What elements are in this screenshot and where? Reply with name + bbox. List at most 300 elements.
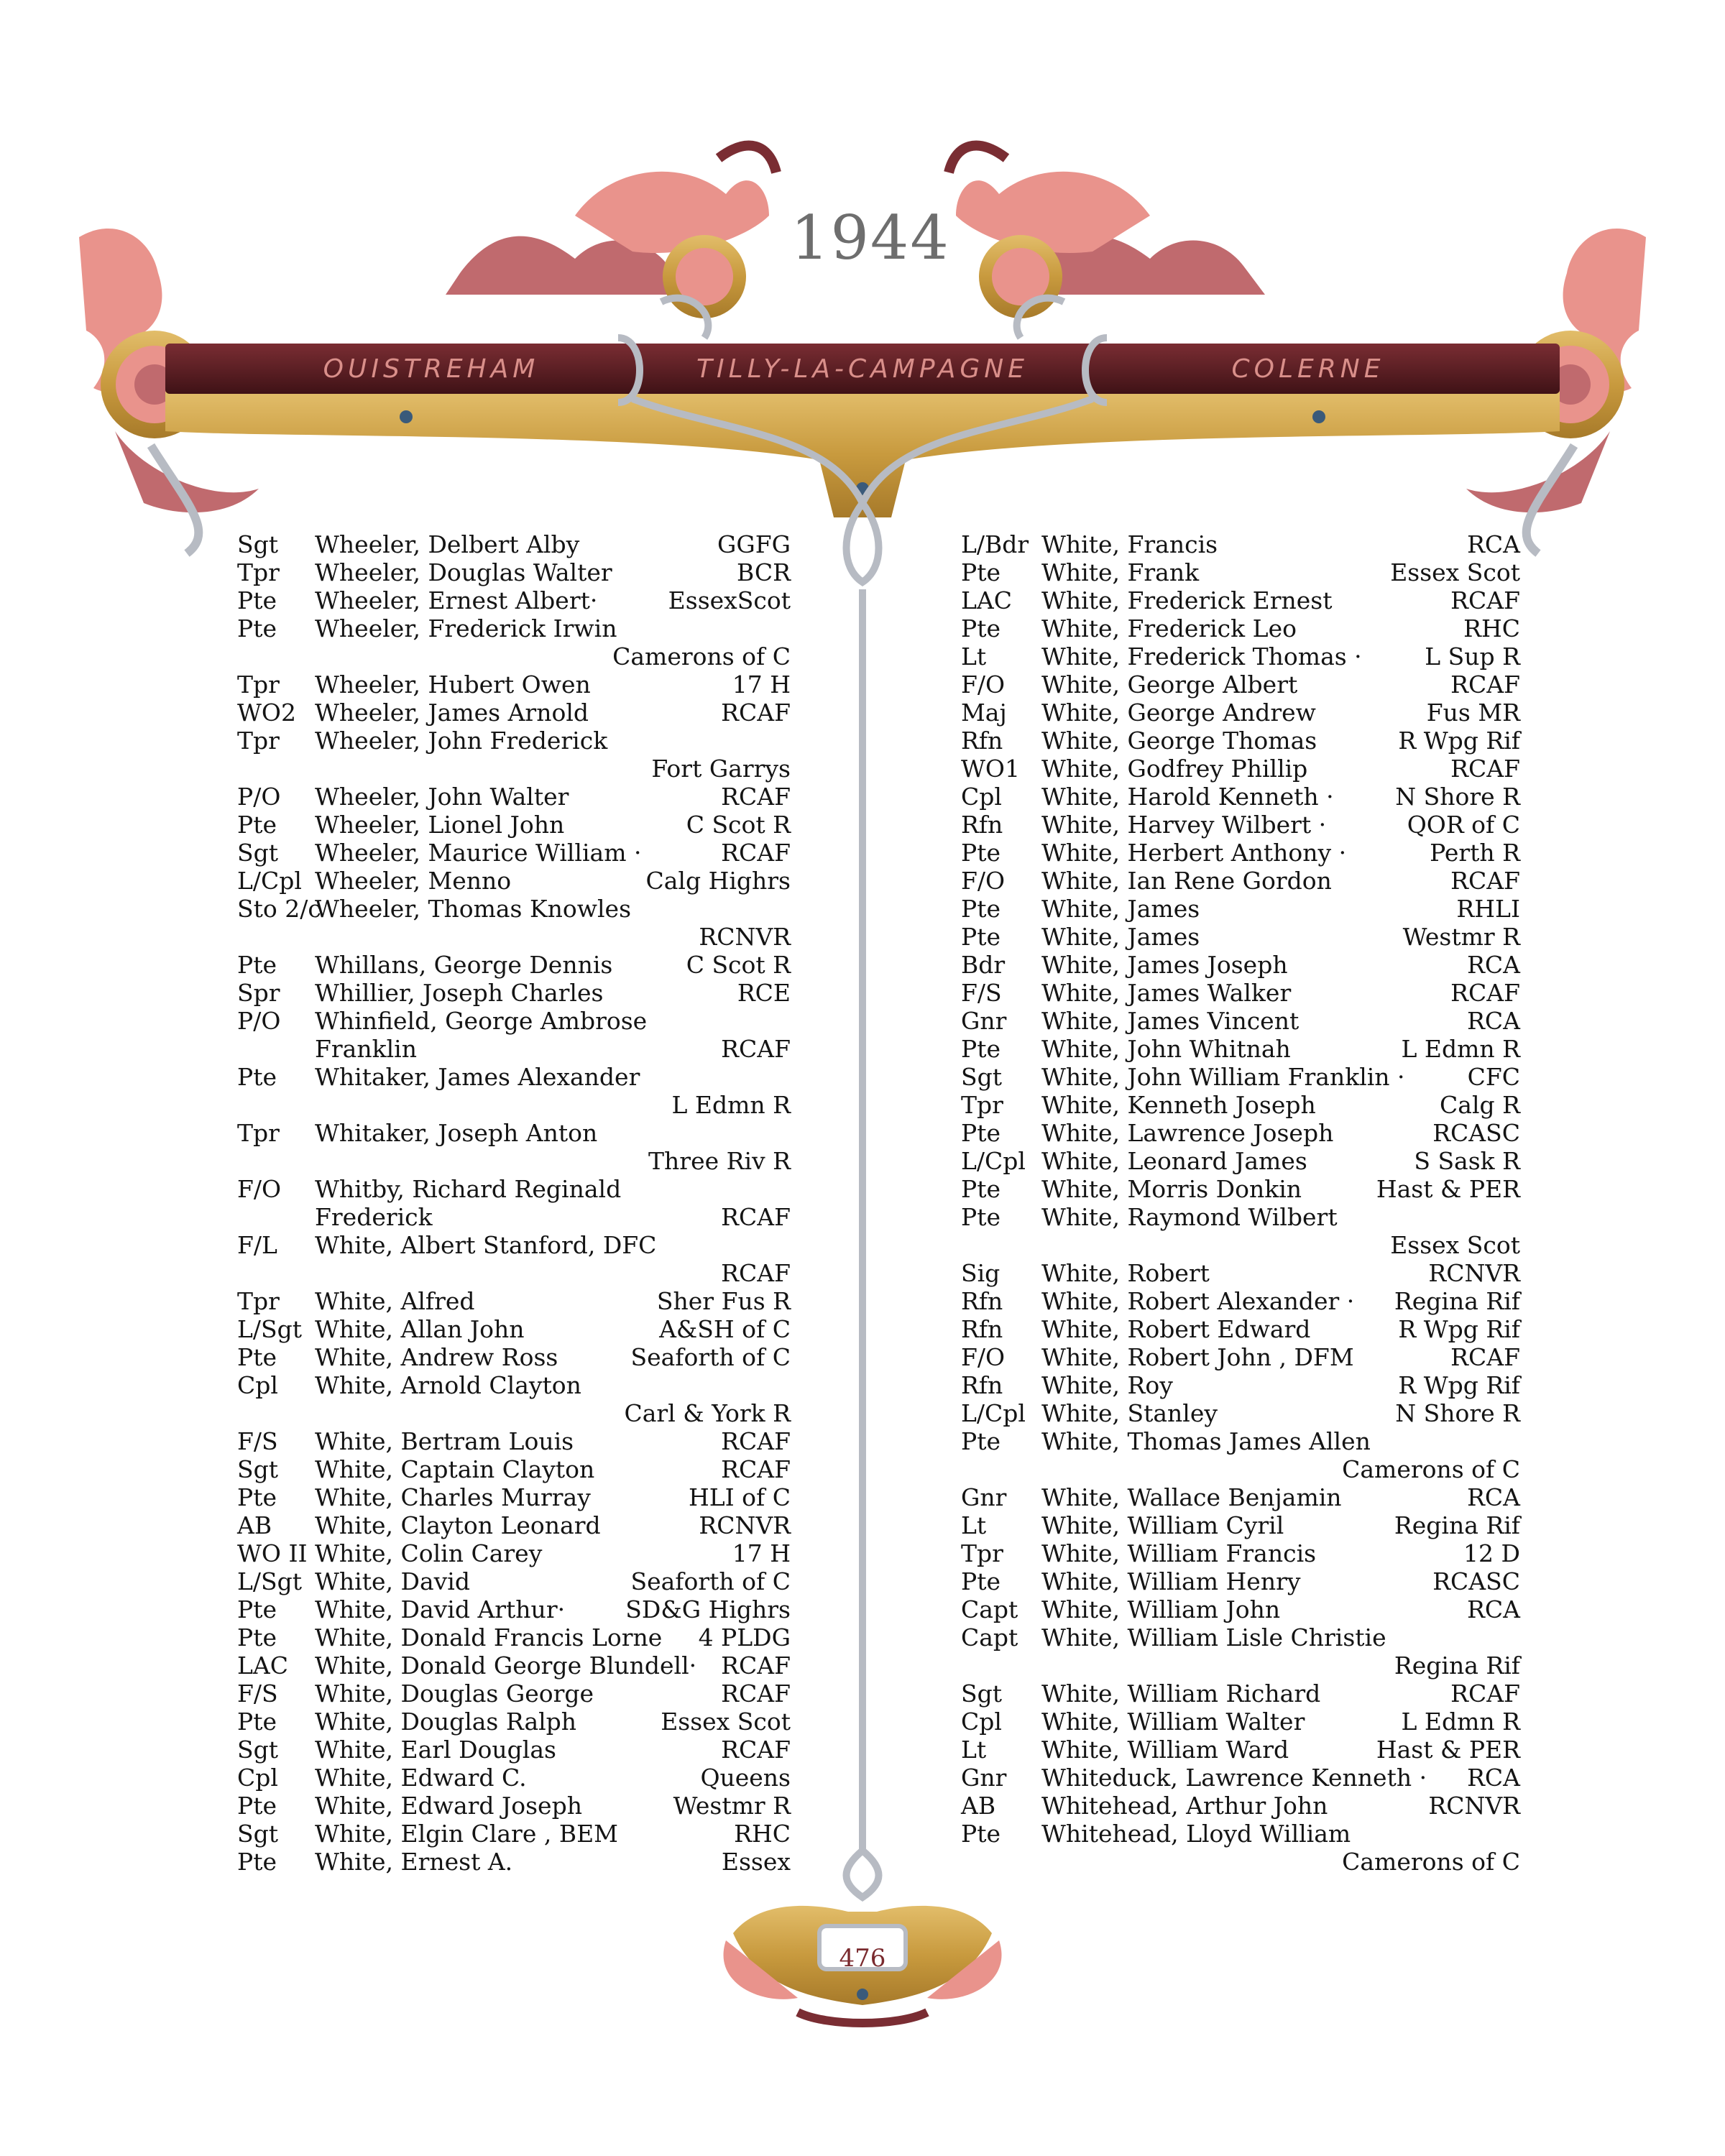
entry-rank: Pte xyxy=(237,1063,277,1091)
roll-entry xyxy=(961,923,1520,951)
entry-unit: Regina Rif xyxy=(1394,1511,1520,1539)
roll-entry xyxy=(961,1623,1520,1651)
entry-name: White, Colin Carey xyxy=(315,1539,543,1567)
roll-entry xyxy=(237,727,791,755)
entry-name: White, Bertram Louis xyxy=(315,1427,574,1455)
roll-entry xyxy=(237,586,791,614)
entry-rank: F/O xyxy=(961,671,1006,699)
roll-entry xyxy=(961,1455,1520,1483)
page-number: 476 xyxy=(839,1944,886,1973)
roll-entry xyxy=(237,1820,791,1848)
roll-entry xyxy=(961,586,1520,614)
entry-name: White, Frederick Ernest xyxy=(1041,586,1333,614)
entry-rank: Rfn xyxy=(961,727,1003,755)
entry-rank: Pte xyxy=(961,839,1000,867)
entry-rank: Lt xyxy=(961,1736,987,1764)
entry-unit: RCAF xyxy=(1450,1680,1520,1708)
entry-unit: R Wpg Rif xyxy=(1398,1315,1520,1343)
entry-name: White, Charles Murray xyxy=(315,1483,591,1511)
roll-entry xyxy=(237,614,791,642)
entry-name: White, Stanley xyxy=(1041,1399,1218,1427)
entry-rank: Pte xyxy=(237,1595,277,1623)
entry-rank: Tpr xyxy=(237,671,280,699)
roll-entry xyxy=(961,1007,1520,1035)
entry-name: Whitehead, Lloyd William xyxy=(1041,1820,1351,1848)
entry-rank: Sig xyxy=(961,1259,1000,1287)
roll-entry xyxy=(237,1035,791,1063)
roll-entry xyxy=(961,727,1520,755)
entry-rank: Rfn xyxy=(961,1287,1003,1315)
entry-name: Wheeler, Ernest Albert· xyxy=(315,586,598,614)
entry-name: White, Thomas James Allen xyxy=(1041,1427,1371,1455)
roll-entry xyxy=(237,1623,791,1651)
entry-name: White, William John xyxy=(1041,1595,1281,1623)
entry-name: White, Ian Rene Gordon xyxy=(1041,867,1332,895)
entry-name: Wheeler, John Walter xyxy=(315,783,569,811)
roll-entry xyxy=(961,1287,1520,1315)
roll-entry xyxy=(961,1820,1520,1848)
entry-name: White, Arnold Clayton xyxy=(315,1371,581,1399)
entry-name: White, George Albert xyxy=(1041,671,1298,699)
entry-rank: Pte xyxy=(237,1483,277,1511)
roll-entry xyxy=(961,1595,1520,1623)
entry-unit: L Sup R xyxy=(1425,642,1520,671)
entry-rank: Sgt xyxy=(961,1063,1002,1091)
roll-entry xyxy=(237,1539,791,1567)
entry-unit: Three Riv R xyxy=(648,1147,791,1175)
entry-rank: Pte xyxy=(237,586,277,614)
entry-unit: L Edmn R xyxy=(1401,1708,1520,1736)
entry-name: White, Robert Edward xyxy=(1041,1315,1311,1343)
entry-rank: Spr xyxy=(237,979,280,1007)
roll-entry xyxy=(961,699,1520,727)
entry-rank: Pte xyxy=(961,1119,1000,1147)
entry-name: Wheeler, Frederick Irwin xyxy=(315,614,617,642)
entry-rank: Rfn xyxy=(961,1371,1003,1399)
entry-unit: Seaforth of C xyxy=(630,1343,791,1371)
entry-unit: RCASC xyxy=(1432,1567,1520,1595)
entry-rank: WO2 xyxy=(237,699,296,727)
roll-entry xyxy=(237,951,791,979)
roll-entry xyxy=(961,671,1520,699)
roll-entry xyxy=(237,1063,791,1091)
roll-entry xyxy=(237,1595,791,1623)
roll-entry xyxy=(237,1147,791,1175)
entry-unit: Essex Scot xyxy=(1390,1231,1520,1259)
footer-ornament xyxy=(723,1851,1001,2023)
entry-name: White, Donald Francis Lorne xyxy=(315,1623,663,1651)
roll-entry xyxy=(237,642,791,671)
entry-rank: Lt xyxy=(961,1511,987,1539)
roll-entry xyxy=(961,1764,1520,1792)
roll-entry xyxy=(237,979,791,1007)
roll-entry xyxy=(961,1343,1520,1371)
roll-entry xyxy=(237,1427,791,1455)
roll-entry xyxy=(961,1539,1520,1567)
entry-unit: SD&G Highrs xyxy=(625,1595,791,1623)
roll-entry xyxy=(961,783,1520,811)
entry-name: Wheeler, Thomas Knowles xyxy=(315,895,632,923)
roll-entry xyxy=(961,1427,1520,1455)
entry-name: White, David xyxy=(315,1567,470,1595)
entry-rank: Rfn xyxy=(961,1315,1003,1343)
entry-unit: RCAF xyxy=(721,1651,791,1680)
entry-rank: L/Cpl xyxy=(961,1399,1026,1427)
entry-rank: F/L xyxy=(237,1231,277,1259)
entry-name: White, George Andrew xyxy=(1041,699,1316,727)
roll-entry xyxy=(961,1680,1520,1708)
roll-entry xyxy=(961,1792,1520,1820)
roll-entry xyxy=(961,1315,1520,1343)
entry-unit: BCR xyxy=(737,558,791,586)
roll-entry xyxy=(961,642,1520,671)
entry-name: White, Elgin Clare , BEM xyxy=(315,1820,618,1848)
roll-entry xyxy=(961,867,1520,895)
entry-rank: F/S xyxy=(961,979,1002,1007)
entry-name: White, Clayton Leonard xyxy=(315,1511,601,1539)
entry-rank: Gnr xyxy=(961,1483,1007,1511)
entry-unit: QOR of C xyxy=(1407,811,1520,839)
entry-name: Whitaker, James Alexander xyxy=(315,1063,640,1091)
roll-entry xyxy=(237,1792,791,1820)
entry-unit: EssexScot xyxy=(668,586,791,614)
entry-unit: RCNVR xyxy=(699,1511,791,1539)
entry-rank: WO1 xyxy=(961,755,1020,783)
entry-rank: Pte xyxy=(961,923,1000,951)
roll-entry xyxy=(961,1231,1520,1259)
entry-rank: Pte xyxy=(237,1343,277,1371)
entry-name: Wheeler, James Arnold xyxy=(315,699,589,727)
roll-entry xyxy=(961,530,1520,558)
entry-rank: Tpr xyxy=(961,1539,1003,1567)
entry-unit: RHC xyxy=(1463,614,1520,642)
entry-rank: Rfn xyxy=(961,811,1003,839)
entry-name: Whitaker, Joseph Anton xyxy=(315,1119,598,1147)
year-heading: 1944 xyxy=(791,203,950,273)
entry-rank: F/O xyxy=(961,867,1006,895)
entry-unit: 17 H xyxy=(732,671,791,699)
entry-name: White, David Arthur· xyxy=(315,1595,566,1623)
entry-unit: L Edmn R xyxy=(671,1091,791,1119)
entry-rank: AB xyxy=(961,1792,996,1820)
entry-name: White, Frederick Thomas · xyxy=(1041,642,1362,671)
roll-entry xyxy=(237,1455,791,1483)
entry-rank: Sgt xyxy=(237,530,278,558)
entry-name: White, Captain Clayton xyxy=(315,1455,595,1483)
entry-unit: Calg Highrs xyxy=(645,867,791,895)
entry-name: Wheeler, John Frederick xyxy=(315,727,608,755)
roll-entry xyxy=(961,1119,1520,1147)
entry-unit: RCAF xyxy=(721,1427,791,1455)
battle-place-ouistreham: OUISTREHAM xyxy=(323,354,540,384)
entry-name: Whillier, Joseph Charles xyxy=(315,979,604,1007)
entry-unit: RCAF xyxy=(1450,671,1520,699)
entry-rank: L/Sgt xyxy=(237,1567,303,1595)
roll-entry xyxy=(961,811,1520,839)
entry-unit: 17 H xyxy=(732,1539,791,1567)
roll-entry xyxy=(961,755,1520,783)
entry-name: White, Douglas Ralph xyxy=(315,1708,577,1736)
entry-rank: Tpr xyxy=(237,558,280,586)
entry-name: White, Frederick Leo xyxy=(1041,614,1297,642)
entry-name: White, Earl Douglas xyxy=(315,1736,556,1764)
entry-rank: Cpl xyxy=(237,1371,278,1399)
entry-unit: Camerons of C xyxy=(1342,1848,1520,1876)
entry-name: White, Edward C. xyxy=(315,1764,527,1792)
roll-entry xyxy=(961,895,1520,923)
entry-rank: P/O xyxy=(237,1007,281,1035)
entry-rank: F/S xyxy=(237,1427,278,1455)
roll-entry xyxy=(237,1259,791,1287)
entry-name: White, Raymond Wilbert xyxy=(1041,1203,1338,1231)
entry-name: White, Robert John , DFM xyxy=(1041,1343,1354,1371)
entry-unit: RCE xyxy=(737,979,791,1007)
entry-rank: F/O xyxy=(961,1343,1006,1371)
entry-unit: RCAF xyxy=(721,1035,791,1063)
entry-name: White, Morris Donkin xyxy=(1041,1175,1302,1203)
entry-name: Wheeler, Delbert Alby xyxy=(315,530,580,558)
entry-name: White, Robert Alexander · xyxy=(1041,1287,1355,1315)
roll-entry xyxy=(237,530,791,558)
roll-entry xyxy=(237,1764,791,1792)
entry-name: Whiteduck, Lawrence Kenneth · xyxy=(1041,1764,1427,1792)
roll-entry xyxy=(961,951,1520,979)
entry-unit: RHLI xyxy=(1456,895,1520,923)
entry-name: White, Douglas George xyxy=(315,1680,594,1708)
entry-rank: Sgt xyxy=(237,839,278,867)
entry-rank: LAC xyxy=(961,586,1012,614)
entry-unit: RCASC xyxy=(1432,1119,1520,1147)
entry-name: White, William Richard xyxy=(1041,1680,1321,1708)
roll-entry xyxy=(237,1119,791,1147)
entry-rank: Pte xyxy=(237,1848,277,1876)
entry-unit: RCA xyxy=(1467,1483,1520,1511)
entry-unit: RCA xyxy=(1467,530,1520,558)
entry-rank: P/O xyxy=(237,783,281,811)
entry-name: White, Leonard James xyxy=(1041,1147,1307,1175)
roll-entry xyxy=(961,1147,1520,1175)
entry-rank: Pte xyxy=(237,1792,277,1820)
entry-unit: RCAF xyxy=(721,1203,791,1231)
entry-rank: Sto 2/c xyxy=(237,895,321,923)
entry-name: Whitehead, Arthur John xyxy=(1041,1792,1328,1820)
entry-unit: Fus MR xyxy=(1426,699,1520,727)
battle-place-colerne: COLERNE xyxy=(1231,354,1385,384)
battle-place-tilly-la-campagne: TILLY-LA-CAMPAGNE xyxy=(696,354,1029,384)
entry-unit: CFC xyxy=(1467,1063,1520,1091)
entry-name: White, Donald George Blundell· xyxy=(315,1651,697,1680)
entry-unit: HLI of C xyxy=(688,1483,791,1511)
entry-name: Franklin xyxy=(315,1035,417,1063)
entry-rank: Pte xyxy=(961,1035,1000,1063)
entry-unit: Essex xyxy=(721,1848,791,1876)
entry-name: White, Ernest A. xyxy=(315,1848,513,1876)
entry-unit: RCNVR xyxy=(699,923,791,951)
entry-name: White, George Thomas xyxy=(1041,727,1317,755)
entry-name: White, Lawrence Joseph xyxy=(1041,1119,1334,1147)
entry-unit: Hast & PER xyxy=(1376,1175,1520,1203)
entry-name: White, Edward Joseph xyxy=(315,1792,582,1820)
roll-entry xyxy=(237,1343,791,1371)
roll-entry xyxy=(961,1035,1520,1063)
entry-rank: Bdr xyxy=(961,951,1006,979)
entry-unit: RCAF xyxy=(1450,979,1520,1007)
right-name-column xyxy=(961,530,1520,1876)
entry-rank: Cpl xyxy=(961,783,1002,811)
entry-unit: RHC xyxy=(734,1820,791,1848)
roll-entry xyxy=(237,1287,791,1315)
roll-entry xyxy=(961,1371,1520,1399)
entry-rank: F/S xyxy=(237,1680,278,1708)
entry-unit: Essex Scot xyxy=(1390,558,1520,586)
entry-rank: Gnr xyxy=(961,1764,1007,1792)
entry-name: White, William Cyril xyxy=(1041,1511,1284,1539)
entry-unit: R Wpg Rif xyxy=(1398,1371,1520,1399)
entry-rank: Pte xyxy=(961,1427,1000,1455)
entry-name: White, Kenneth Joseph xyxy=(1041,1091,1316,1119)
entry-name: White, Roy xyxy=(1041,1371,1173,1399)
entry-name: White, Herbert Anthony · xyxy=(1041,839,1347,867)
roll-entry xyxy=(237,1848,791,1876)
roll-entry xyxy=(237,1399,791,1427)
entry-rank: Gnr xyxy=(961,1007,1007,1035)
entry-name: White, John William Franklin · xyxy=(1041,1063,1405,1091)
entry-rank: Lt xyxy=(961,642,987,671)
entry-name: Wheeler, Hubert Owen xyxy=(315,671,591,699)
roll-entry xyxy=(237,1315,791,1343)
roll-entry xyxy=(961,1511,1520,1539)
roll-entry xyxy=(961,1259,1520,1287)
roll-entry xyxy=(237,1231,791,1259)
entry-rank: Maj xyxy=(961,699,1007,727)
entry-rank: F/O xyxy=(237,1175,282,1203)
entry-rank: LAC xyxy=(237,1651,288,1680)
entry-unit: RCAF xyxy=(1450,867,1520,895)
roll-entry xyxy=(961,1567,1520,1595)
entry-rank: Tpr xyxy=(961,1091,1003,1119)
entry-rank: Pte xyxy=(961,1175,1000,1203)
roll-entry xyxy=(237,1708,791,1736)
entry-name: White, James xyxy=(1041,923,1200,951)
entry-rank: Sgt xyxy=(237,1455,278,1483)
entry-unit: Carl & York R xyxy=(624,1399,791,1427)
entry-name: White, James Joseph xyxy=(1041,951,1288,979)
entry-name: White, Harold Kenneth · xyxy=(1041,783,1334,811)
entry-unit: Essex Scot xyxy=(661,1708,791,1736)
roll-entry xyxy=(961,1736,1520,1764)
roll-entry xyxy=(961,1708,1520,1736)
entry-unit: Camerons of C xyxy=(1342,1455,1520,1483)
roll-entry xyxy=(237,1175,791,1203)
entry-unit: Queens xyxy=(700,1764,791,1792)
entry-name: White, Wallace Benjamin xyxy=(1041,1483,1342,1511)
entry-unit: Westmr R xyxy=(1402,923,1520,951)
roll-entry xyxy=(961,614,1520,642)
entry-unit: Hast & PER xyxy=(1376,1736,1520,1764)
entry-unit: N Shore R xyxy=(1395,783,1520,811)
roll-entry xyxy=(237,1371,791,1399)
entry-name: White, William Lisle Christie xyxy=(1041,1623,1386,1651)
roll-entry xyxy=(961,979,1520,1007)
entry-rank: Tpr xyxy=(237,1287,280,1315)
roll-entry xyxy=(237,1511,791,1539)
entry-rank: Cpl xyxy=(961,1708,1002,1736)
roll-entry xyxy=(961,1848,1520,1876)
roll-entry xyxy=(237,558,791,586)
entry-name: White, Harvey Wilbert · xyxy=(1041,811,1327,839)
entry-unit: N Shore R xyxy=(1395,1399,1520,1427)
entry-unit: RCAF xyxy=(1450,1343,1520,1371)
entry-name: White, Albert Stanford, DFC xyxy=(315,1231,657,1259)
entry-rank: Pte xyxy=(961,1820,1000,1848)
entry-unit: Perth R xyxy=(1430,839,1520,867)
entry-unit: RCAF xyxy=(1450,586,1520,614)
entry-rank: Sgt xyxy=(237,1820,278,1848)
entry-rank: AB xyxy=(237,1511,272,1539)
entry-rank: Pte xyxy=(237,614,277,642)
roll-entry xyxy=(237,1091,791,1119)
entry-name: Frederick xyxy=(315,1203,433,1231)
entry-unit: RCAF xyxy=(721,783,791,811)
entry-name: White, Frank xyxy=(1041,558,1200,586)
entry-name: White, James xyxy=(1041,895,1200,923)
entry-unit: RCAF xyxy=(721,1455,791,1483)
entry-rank: Pte xyxy=(961,1567,1000,1595)
roll-entry xyxy=(961,1203,1520,1231)
roll-entry xyxy=(961,1091,1520,1119)
entry-name: Wheeler, Douglas Walter xyxy=(315,558,612,586)
entry-unit: A&SH of C xyxy=(659,1315,791,1343)
roll-entry xyxy=(237,1651,791,1680)
entry-unit: Regina Rif xyxy=(1394,1287,1520,1315)
roll-entry xyxy=(961,1483,1520,1511)
roll-entry xyxy=(237,699,791,727)
entry-unit: RCAF xyxy=(1450,755,1520,783)
entry-unit: R Wpg Rif xyxy=(1398,727,1520,755)
entry-rank: Pte xyxy=(961,614,1000,642)
entry-rank: Cpl xyxy=(237,1764,278,1792)
entry-unit: RCA xyxy=(1467,1595,1520,1623)
entry-name: White, William Ward xyxy=(1041,1736,1289,1764)
center-divider xyxy=(859,589,866,1854)
entry-rank: Pte xyxy=(237,1623,277,1651)
entry-rank: Pte xyxy=(961,895,1000,923)
entry-unit: S Sask R xyxy=(1414,1147,1520,1175)
entry-unit: RCAF xyxy=(721,699,791,727)
entry-unit: RCAF xyxy=(721,1259,791,1287)
roll-entry xyxy=(237,1736,791,1764)
entry-unit: RCNVR xyxy=(1428,1792,1520,1820)
roll-entry xyxy=(237,839,791,867)
roll-entry xyxy=(961,558,1520,586)
entry-unit: L Edmn R xyxy=(1401,1035,1520,1063)
entry-rank: Tpr xyxy=(237,727,280,755)
entry-rank: Pte xyxy=(237,1708,277,1736)
entry-name: White, William Walter xyxy=(1041,1708,1305,1736)
roll-entry xyxy=(237,1483,791,1511)
entry-name: White, James Vincent xyxy=(1041,1007,1300,1035)
entry-name: White, Francis xyxy=(1041,530,1218,558)
entry-rank: Capt xyxy=(961,1595,1018,1623)
roll-entry xyxy=(237,671,791,699)
entry-rank: Sgt xyxy=(237,1736,278,1764)
entry-rank: L/Bdr xyxy=(961,530,1029,558)
entry-name: Wheeler, Menno xyxy=(315,867,512,895)
entry-name: Whitby, Richard Reginald xyxy=(315,1175,622,1203)
roll-entry xyxy=(237,1567,791,1595)
entry-unit: 4 PLDG xyxy=(698,1623,791,1651)
entry-unit: RCAF xyxy=(721,1680,791,1708)
